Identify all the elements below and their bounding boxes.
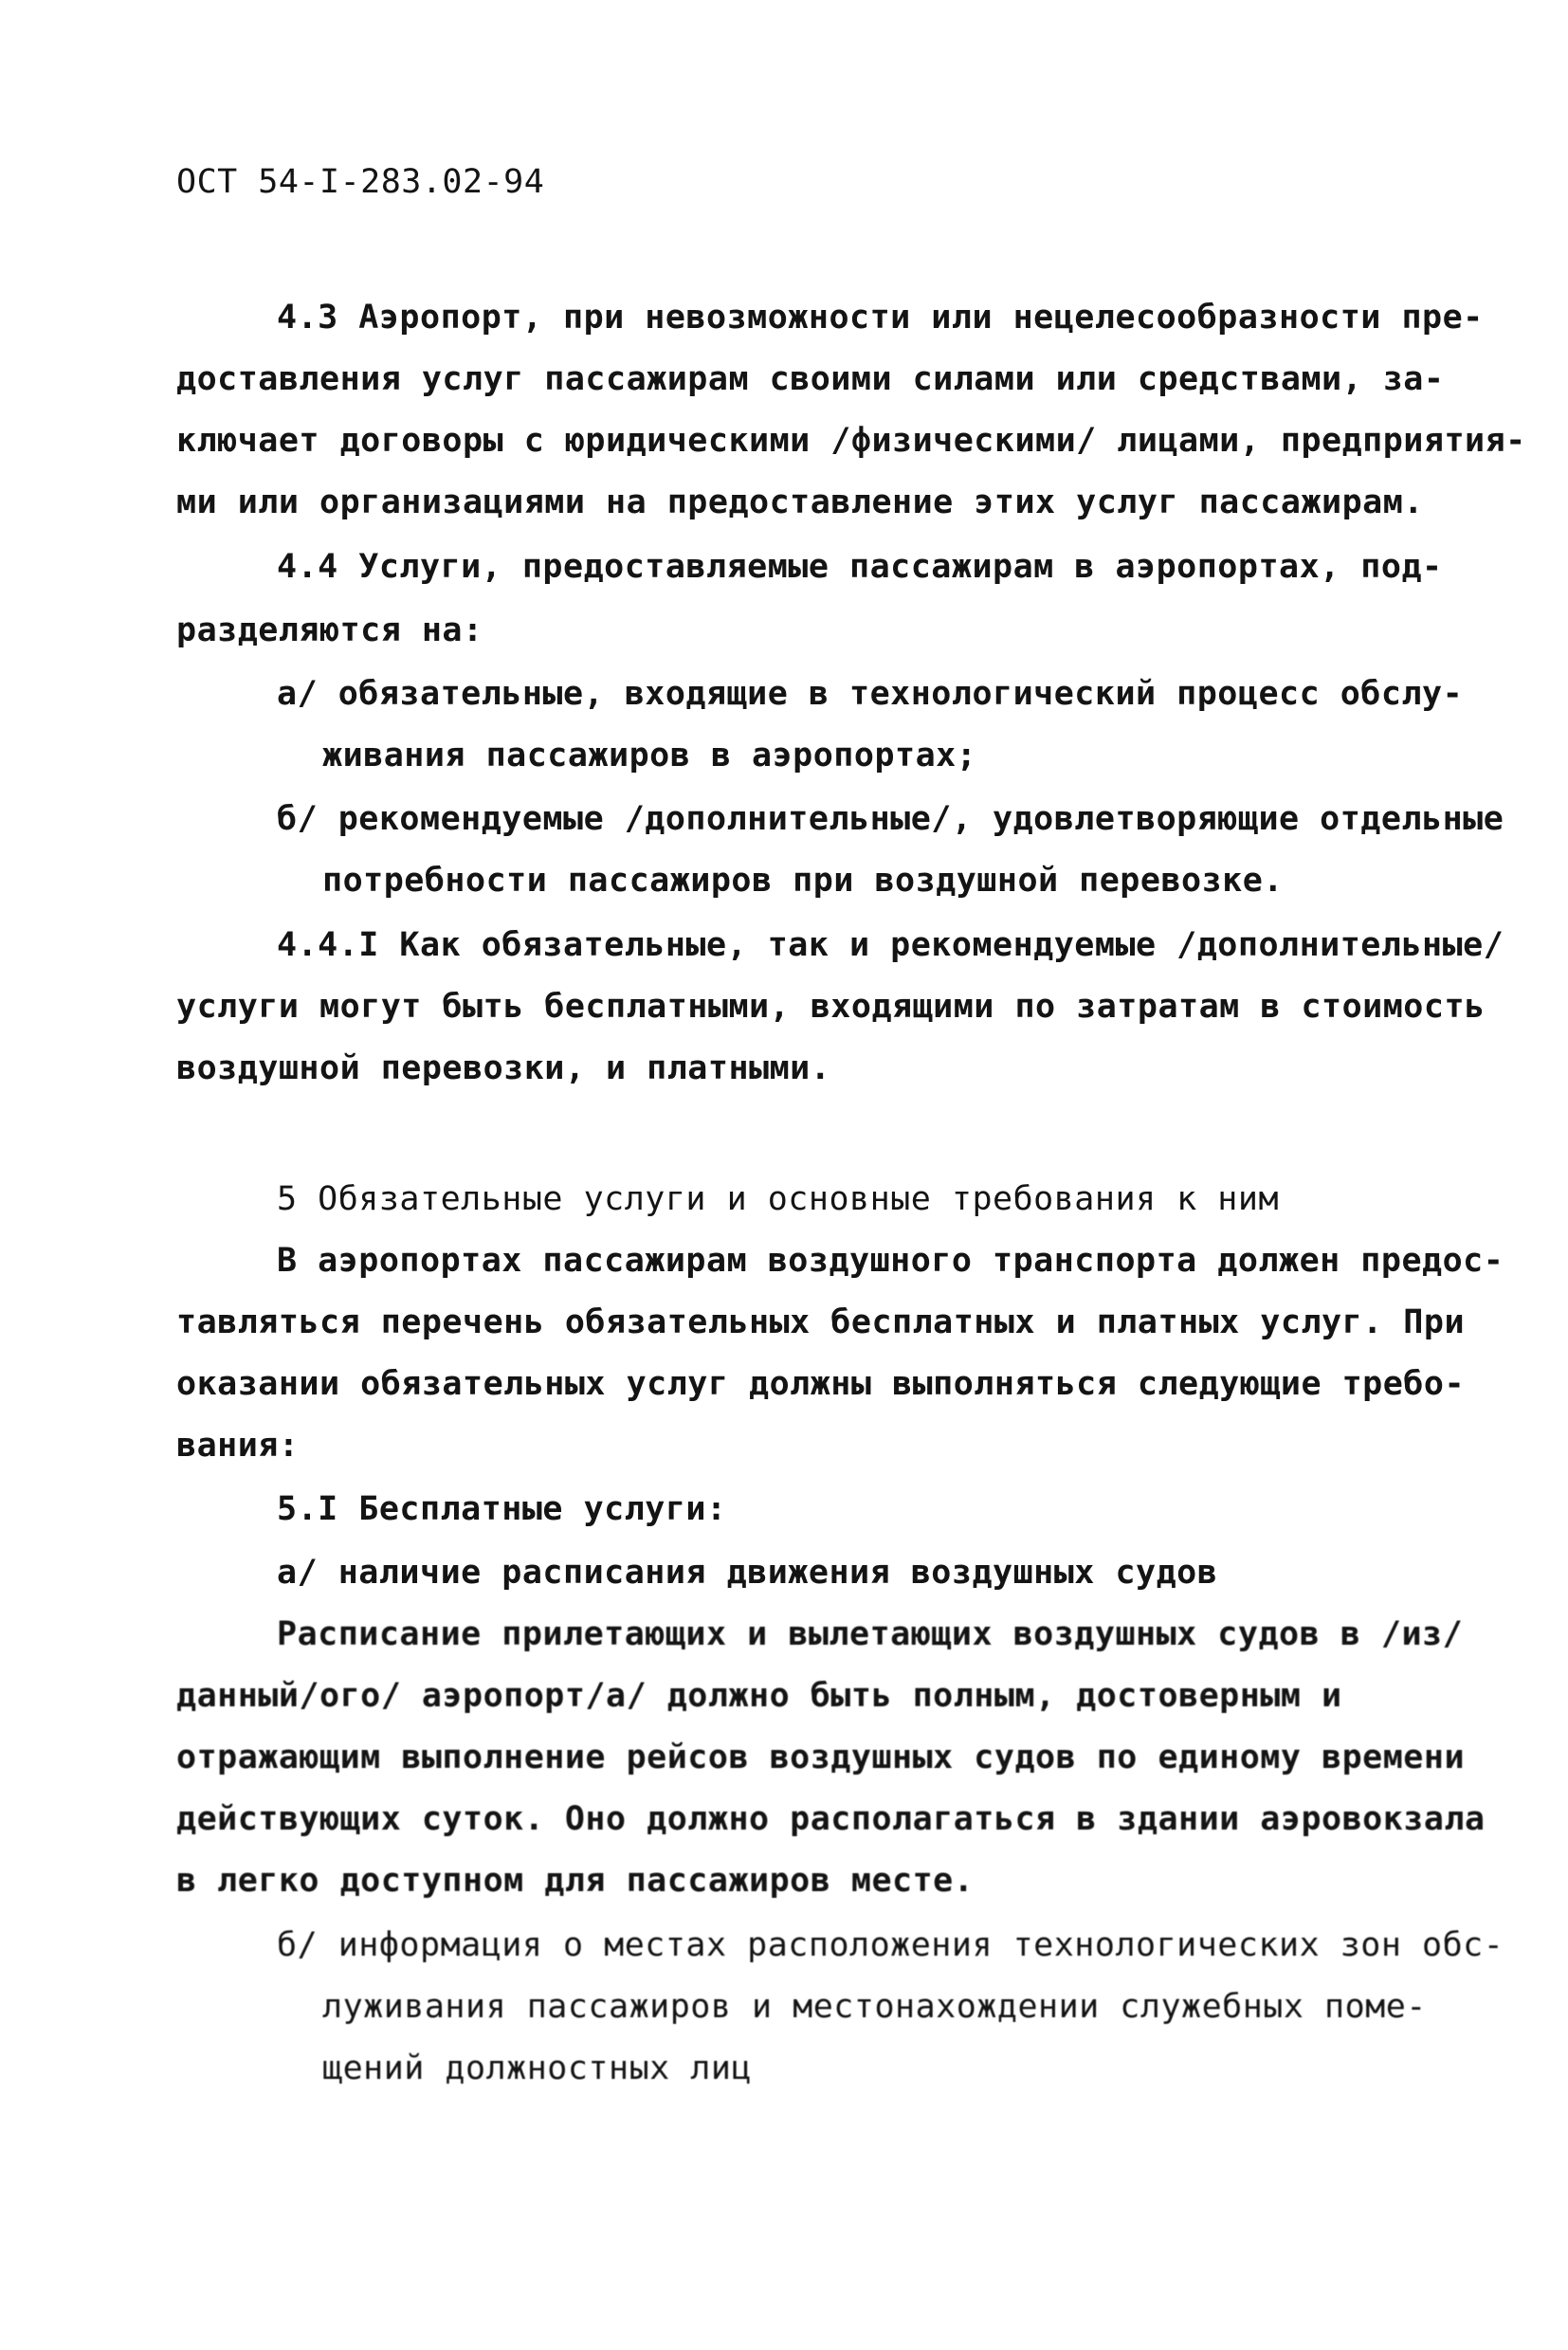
section-5-intro-line-2: тавляться перечень обязательных бесплатных и платных услуг. При <box>176 1303 1466 1341</box>
schedule-line-5: в легко доступном для пассажиров месте. <box>176 1862 975 1900</box>
paragraph-4-3-line-3: ключает договоры с юридическими /физическими/ лицами, предприятия- <box>176 422 1526 460</box>
paragraph-4-4-1-line-3: воздушной перевозки, и платными. <box>176 1049 831 1087</box>
paragraph-5-1-title: 5.I Бесплатные услуги: <box>277 1490 727 1528</box>
schedule-line-1: Расписание прилетающих и вылетающих воздушных судов в /из/ <box>277 1615 1464 1653</box>
section-5-intro-line-1: В аэропортах пассажирам воздушного транспорта должен предос- <box>277 1242 1504 1280</box>
document-code: ОСТ 54-I-283.02-94 <box>176 163 545 201</box>
paragraph-4-3-line-1: 4.3 Аэропорт, при невозможности или нецелесообразности пре- <box>277 299 1484 337</box>
paragraph-4-4-1-line-1: 4.4.I Как обязательные, так и рекомендуемые /дополнительные/ <box>277 926 1504 964</box>
item-a-line-1: а/ обязательные, входящие в технологический процесс обслу- <box>277 675 1464 713</box>
item-a-line-2: живания пассажиров в аэропортах; <box>322 737 977 774</box>
paragraph-5-1-b-line-1: б/ информация о местах расположения технологических зон обс- <box>277 1926 1504 1964</box>
schedule-line-4: действующих суток. Оно должно располагаться в здании аэровокзала <box>176 1800 1486 1838</box>
paragraph-4-3-line-2: доставления услуг пассажирам своими силами или средствами, за- <box>176 360 1445 398</box>
paragraph-5-1-b-line-2: луживания пассажиров и местонахождении служебных поме- <box>322 1988 1427 2026</box>
paragraph-5-1-item-a: а/ наличие расписания движения воздушных судов <box>277 1554 1218 1592</box>
section-5-intro-line-4: вания: <box>176 1427 300 1465</box>
paragraph-5-1-b-line-3: щений должностных лиц <box>322 2049 753 2087</box>
section-5-intro-line-3: оказании обязательных услуг должны выполняться следующие требо- <box>176 1365 1466 1403</box>
paragraph-4-4-line-2: разделяются на: <box>176 611 483 649</box>
paragraph-4-3-line-4: ми или организациями на предоставление этих услуг пассажирам. <box>176 483 1424 521</box>
item-b-line-2: потребности пассажиров при воздушной перевозке. <box>322 862 1284 900</box>
item-b-line-1: б/ рекомендуемые /дополнительные/, удовлетворяющие отдельные <box>277 800 1504 838</box>
paragraph-4-4-1-line-2: услуги могут быть бесплатными, входящими по затратам в стоимость <box>176 988 1486 1026</box>
schedule-line-2: данный/ого/ аэропорт/а/ должно быть полным, достоверным и <box>176 1677 1342 1715</box>
section-5-heading: 5 Обязательные услуги и основные требования к ним <box>277 1180 1280 1218</box>
schedule-line-3: отражающим выполнение рейсов воздушных судов по единому времени <box>176 1739 1466 1776</box>
paragraph-4-4-line-1: 4.4 Услуги, предоставляемые пассажирам в аэропортах, под- <box>277 548 1443 586</box>
